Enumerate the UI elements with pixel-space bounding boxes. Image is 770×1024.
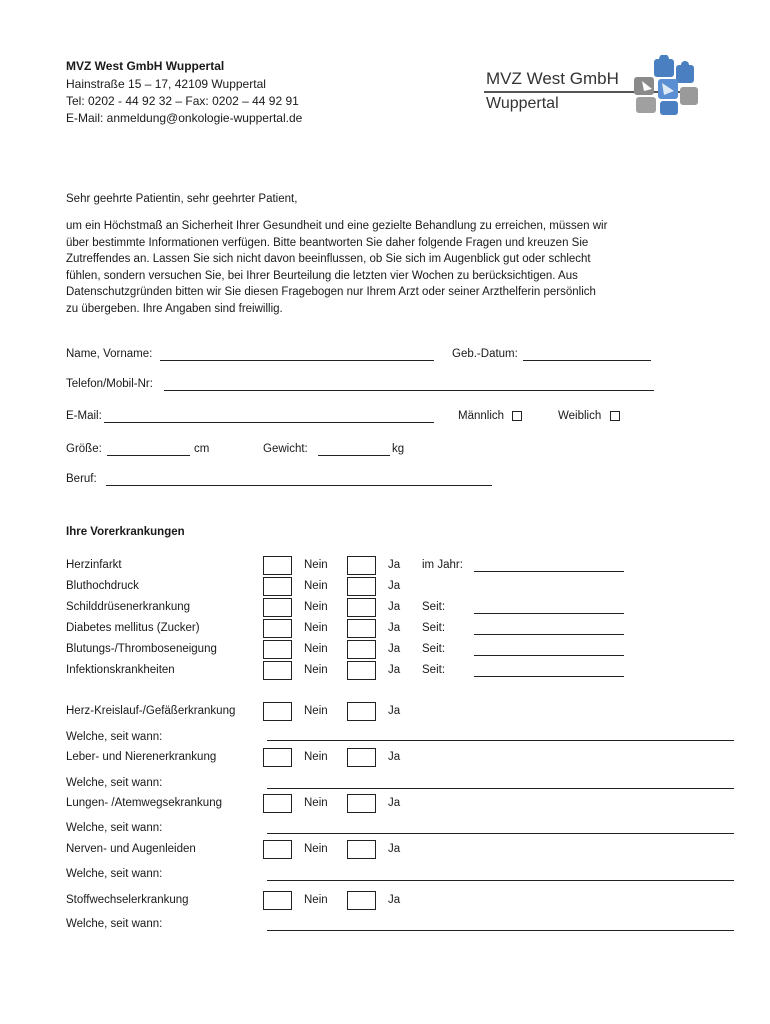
which-since-field[interactable]: [267, 788, 734, 789]
male-label: Männlich: [458, 410, 505, 422]
no-label: Nein: [304, 559, 328, 571]
female-label: Weiblich: [558, 410, 602, 422]
condition-label: Infektionskrankheiten: [66, 664, 175, 676]
salutation: Sehr geehrte Patientin, sehr geehrter Patient,: [66, 193, 298, 205]
intro-line: über bestimmte Informationen verfügen. Bitte beantworten Sie daher folgende Fragen und kreuzen Sie: [66, 236, 589, 249]
phone-field[interactable]: [164, 390, 654, 391]
yes-label: Ja: [388, 894, 401, 906]
yes-checkbox[interactable]: [347, 891, 376, 910]
condition-label: Herzinfarkt: [66, 559, 122, 571]
yes-label: Ja: [388, 705, 401, 717]
intro-line: Datenschutzgründen bitten wir Sie diesen Fragebogen nur Ihrem Arzt oder seiner Arzthelferin persönlich: [66, 286, 596, 298]
which-since-field[interactable]: [267, 880, 734, 881]
yes-checkbox[interactable]: [347, 619, 376, 638]
year-field[interactable]: [474, 571, 624, 572]
intro-line: zu übergeben. Ihre Angaben sind freiwillig.: [66, 302, 283, 315]
condition-label: Nerven- und Augenleiden: [66, 843, 196, 855]
yes-label: Ja: [388, 559, 401, 571]
yes-label: Ja: [388, 751, 401, 763]
org-phone-fax: Tel: 0202 - 44 92 32 – Fax: 0202 – 44 92 91: [66, 94, 299, 108]
no-label: Nein: [304, 622, 328, 634]
which-since-label: Welche, seit wann:: [66, 731, 163, 743]
no-label: Nein: [304, 580, 328, 592]
yes-checkbox[interactable]: [347, 598, 376, 617]
condition-label: Diabetes mellitus (Zucker): [66, 622, 200, 634]
weight-label: Gewicht:: [263, 443, 308, 455]
no-checkbox[interactable]: [263, 661, 292, 680]
yes-checkbox[interactable]: [347, 748, 376, 767]
yes-label: Ja: [388, 797, 401, 809]
no-checkbox[interactable]: [263, 619, 292, 638]
no-checkbox[interactable]: [263, 748, 292, 767]
in-year-label: im Jahr:: [422, 559, 463, 571]
height-field[interactable]: [107, 455, 190, 456]
yes-label: Ja: [388, 622, 401, 634]
no-label: Nein: [304, 664, 328, 676]
yes-checkbox[interactable]: [347, 661, 376, 680]
yes-label: Ja: [388, 843, 401, 855]
female-checkbox[interactable]: [610, 411, 620, 421]
no-checkbox[interactable]: [263, 556, 292, 575]
which-since-label: Welche, seit wann:: [66, 822, 163, 834]
condition-label: Schilddrüsenerkrankung: [66, 601, 191, 613]
condition-label: Blutungs-/Thromboseneigung: [66, 643, 217, 655]
since-label: Seit:: [422, 622, 446, 634]
no-checkbox[interactable]: [263, 640, 292, 659]
which-since-field[interactable]: [267, 833, 734, 834]
no-label: Nein: [304, 797, 328, 809]
org-address: Hainstraße 15 – 17, 42109 Wuppertal: [66, 77, 266, 91]
no-checkbox[interactable]: [263, 794, 292, 813]
section-title: Ihre Vorerkrankungen: [66, 526, 185, 538]
job-label: Beruf:: [66, 473, 97, 485]
since-label: Seit:: [422, 664, 446, 676]
no-checkbox[interactable]: [263, 702, 292, 721]
yes-label: Ja: [388, 664, 401, 676]
yes-checkbox[interactable]: [347, 702, 376, 721]
which-since-field[interactable]: [267, 930, 734, 931]
condition-label: Leber- und Nierenerkrankung: [66, 751, 217, 763]
weight-field[interactable]: [318, 455, 390, 456]
yes-checkbox[interactable]: [347, 577, 376, 596]
no-label: Nein: [304, 751, 328, 763]
org-name: MVZ West GmbH Wuppertal: [66, 59, 225, 73]
yes-checkbox[interactable]: [347, 840, 376, 859]
since-field[interactable]: [474, 634, 624, 635]
no-label: Nein: [304, 894, 328, 906]
puzzle-icon: [618, 55, 700, 117]
condition-label: Bluthochdruck: [66, 580, 139, 592]
no-checkbox[interactable]: [263, 577, 292, 596]
condition-label: Stoffwechselerkrankung: [66, 894, 189, 906]
which-since-label: Welche, seit wann:: [66, 777, 163, 789]
org-email: E-Mail: anmeldung@onkologie-wuppertal.de: [66, 111, 303, 125]
phone-label: Telefon/Mobil-Nr:: [66, 378, 153, 390]
yes-checkbox[interactable]: [347, 556, 376, 575]
which-since-label: Welche, seit wann:: [66, 918, 163, 930]
yes-checkbox[interactable]: [347, 794, 376, 813]
since-field[interactable]: [474, 613, 624, 614]
name-label: Name, Vorname:: [66, 348, 153, 360]
since-field[interactable]: [474, 655, 624, 656]
condition-label: Herz-Kreislauf-/Gefäßerkrankung: [66, 705, 236, 717]
no-label: Nein: [304, 843, 328, 855]
since-label: Seit:: [422, 643, 446, 655]
intro-line: Zutreffendes an. Lassen Sie sich nicht davon beeinflussen, ob Sie sich im Augenblick gut oder schlecht: [66, 253, 591, 265]
yes-checkbox[interactable]: [347, 640, 376, 659]
condition-label: Lungen- /Atemwegsekrankung: [66, 797, 222, 809]
since-label: Seit:: [422, 601, 446, 613]
logo: [478, 55, 703, 125]
logo-title: MVZ West GmbH: [486, 69, 619, 88]
yes-label: Ja: [388, 580, 401, 592]
email-label: E-Mail:: [66, 410, 102, 422]
dob-field[interactable]: [523, 360, 651, 361]
weight-unit: kg: [392, 443, 405, 455]
height-unit: cm: [194, 443, 210, 455]
no-label: Nein: [304, 601, 328, 613]
which-since-label: Welche, seit wann:: [66, 868, 163, 880]
job-field[interactable]: [106, 485, 492, 486]
no-checkbox[interactable]: [263, 891, 292, 910]
logo-subtitle: Wuppertal: [486, 95, 559, 112]
male-checkbox[interactable]: [512, 411, 522, 421]
intro-text: [66, 218, 716, 317]
name-field[interactable]: [160, 360, 434, 361]
dob-label: Geb.-Datum:: [452, 348, 518, 360]
no-checkbox[interactable]: [263, 598, 292, 617]
yes-label: Ja: [388, 643, 401, 655]
since-field[interactable]: [474, 676, 624, 677]
intro-line: fühlen, sondern versuchen Sie, bei Ihrer Beurteilung die letzten vier Wochen zu berücksichtigen. Aus: [66, 269, 578, 282]
height-label: Größe:: [66, 443, 102, 455]
which-since-field[interactable]: [267, 740, 734, 741]
email-field[interactable]: [104, 422, 434, 423]
intro-line: um ein Höchstmaß an Sicherheit Ihrer Gesundheit und eine gezielte Behandlung zu erreichen, müssen wir: [66, 220, 608, 232]
no-label: Nein: [304, 643, 328, 655]
yes-label: Ja: [388, 601, 401, 613]
no-checkbox[interactable]: [263, 840, 292, 859]
no-label: Nein: [304, 705, 328, 717]
